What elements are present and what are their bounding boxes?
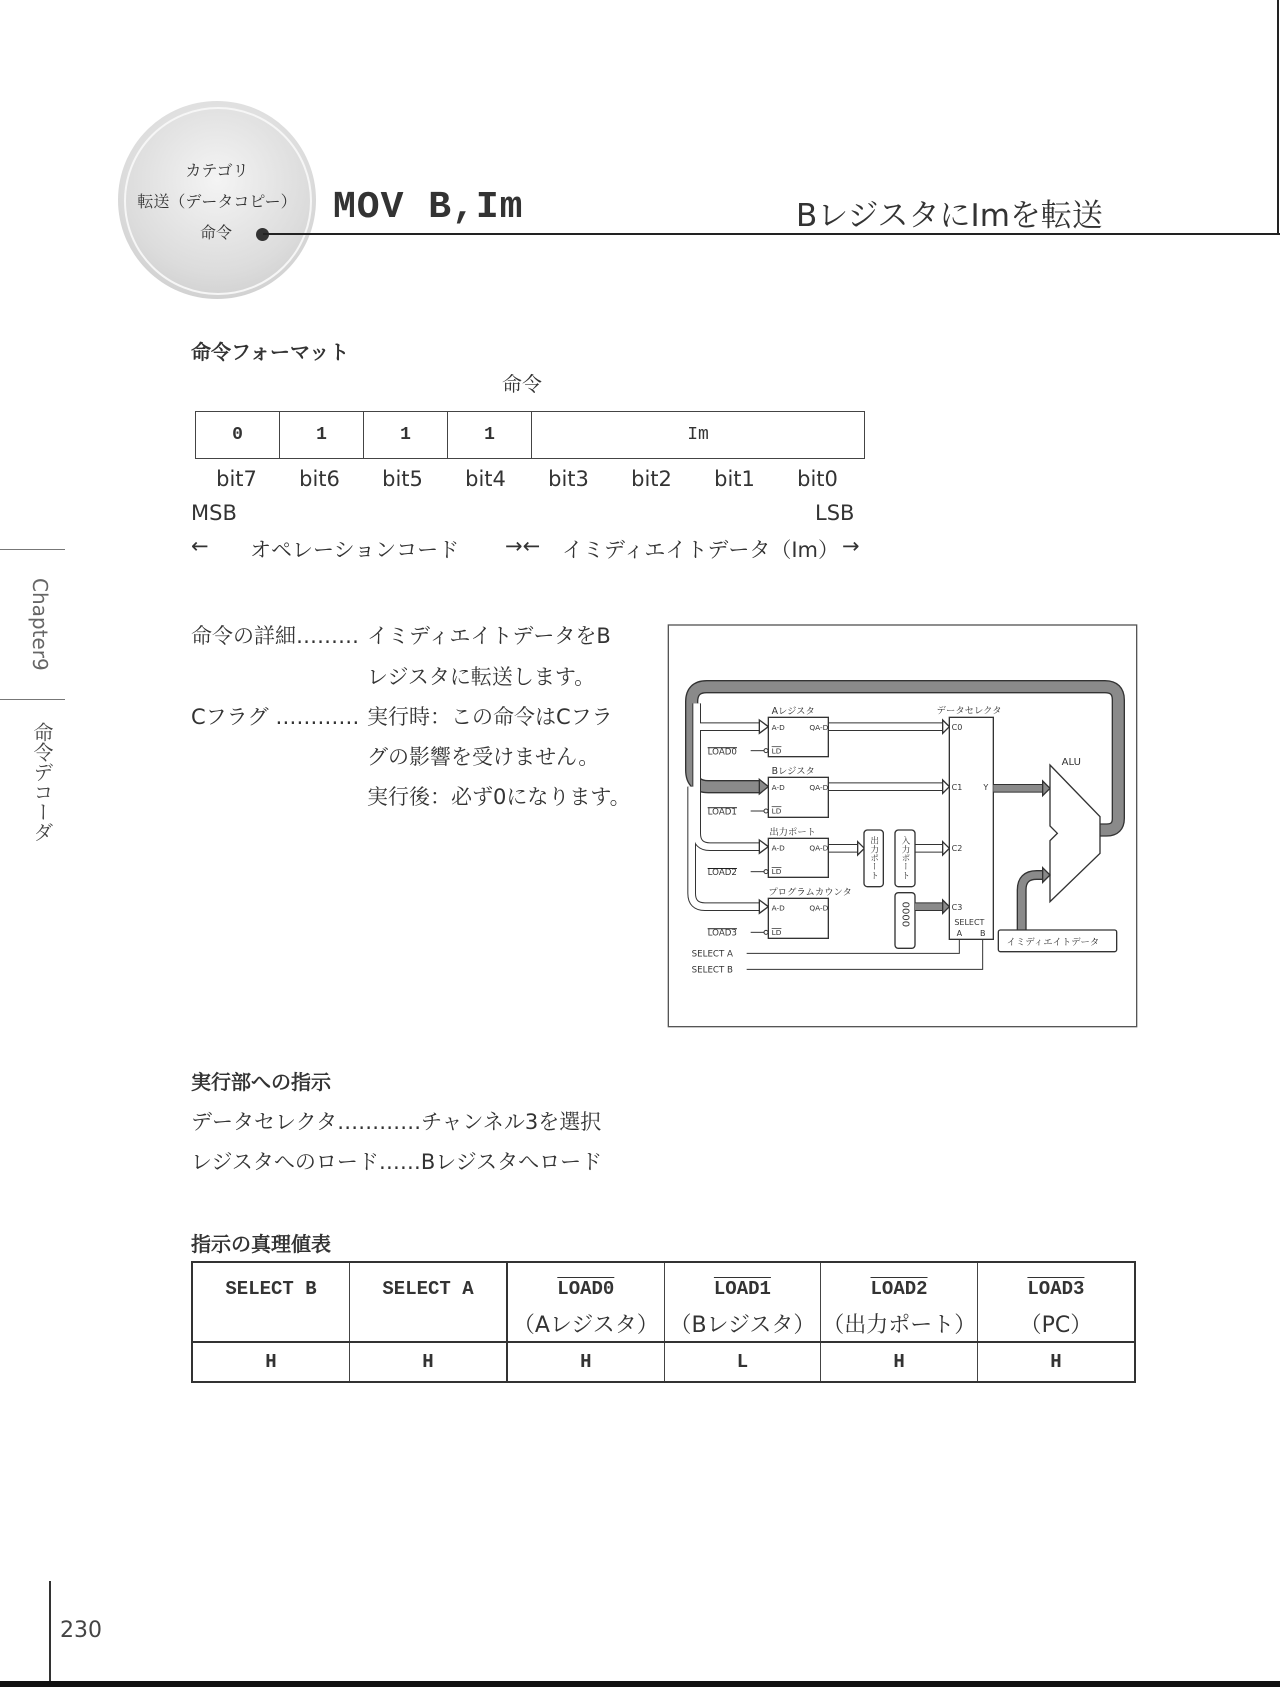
bit-labels [195, 467, 859, 491]
instruction-format-table [195, 411, 865, 459]
format-heading: 命令フォーマット [191, 340, 350, 364]
diagram-shape [764, 749, 768, 753]
value-cell: H [821, 1342, 978, 1382]
format-cell: 1 [364, 412, 448, 459]
category-type: 命令 [199, 223, 232, 242]
format-group-label: 命令 [502, 372, 542, 396]
msb-label: MSB [191, 501, 237, 525]
instruction-description: BレジスタにImを転送 [796, 198, 1103, 234]
diagram-label: QA-D [809, 903, 829, 913]
diagram-label: C2 [951, 844, 963, 853]
load2-label: LOAD2 [707, 868, 737, 878]
title-rule [263, 233, 1280, 235]
out-register-label: 出力ポート [769, 827, 816, 838]
page-number: 230 [60, 1618, 102, 1643]
diagram-label: Y [983, 783, 989, 792]
sidebar-rule [0, 549, 65, 550]
format-cell: 0 [196, 412, 280, 459]
arrow-mid: →← [505, 534, 541, 558]
column-header: SELECT A [350, 1262, 508, 1342]
diagram-label: LD [771, 806, 782, 816]
diagram-label: A-D [771, 723, 785, 732]
arrow-left: ← [191, 534, 209, 558]
sidebar-rule [0, 699, 65, 700]
opcode-label: オペレーションコード [250, 538, 460, 562]
diagram-shape [764, 930, 768, 934]
detail-label: 命令の詳細……… [191, 624, 359, 648]
diagram-label: A-D [771, 783, 785, 792]
column-header: LOAD3 （PC） [977, 1262, 1135, 1342]
truth-table-heading: 指示の真理値表 [191, 1232, 331, 1256]
diagram-label: C1 [951, 783, 963, 792]
section-label: 命令デコーダ [30, 722, 54, 842]
diagram-label: LD [771, 867, 782, 876]
select-a-label: SELECT A [691, 949, 733, 960]
diagram-label: A-D [771, 843, 785, 853]
cflag-text: グの影響を受けません。 [367, 745, 600, 769]
instruction-title: MOV B,Im [333, 186, 524, 229]
diagram-label: A-D [771, 903, 785, 913]
category-value: 転送（データコピー） [137, 192, 297, 211]
diagram-shape [764, 870, 768, 874]
arrow-right: → [842, 534, 860, 558]
value-cell: H [192, 1342, 350, 1382]
diagram-label: SELECT [954, 918, 985, 927]
page-number-rule [49, 1581, 51, 1681]
value-cell: L [664, 1342, 821, 1382]
lsb-label: LSB [815, 501, 855, 525]
category-label: カテゴリ [185, 161, 249, 180]
load1-label: LOAD1 [707, 807, 737, 818]
bit-label: bit6 [299, 467, 340, 491]
format-cell: 1 [280, 412, 364, 459]
alu-label: ALU [1061, 757, 1081, 768]
value-cell: H [350, 1342, 508, 1382]
diagram-label: LD [771, 746, 782, 756]
diagram-label: C3 [951, 903, 963, 912]
block-diagram [660, 620, 1140, 1030]
diagram-label: A [956, 929, 963, 938]
diagram-label: QA-D [809, 723, 829, 732]
column-header: LOAD0 （Aレジスタ） [507, 1262, 664, 1342]
immediate-label: イミディエイトデータ（Im） [562, 538, 839, 562]
bottom-edge [0, 1681, 1280, 1687]
column-header: LOAD2 （出力ポート） [821, 1262, 978, 1342]
truth-table [191, 1261, 1136, 1383]
data-selector-label: データセレクタ [936, 705, 1002, 717]
cflag-text: 実行後：必ず0になります。 [367, 785, 631, 809]
diagram-label: QA-D [809, 783, 829, 792]
diagram-shape [764, 809, 768, 813]
diagram-label: C0 [951, 723, 963, 732]
pc-label: プログラムカウンタ [768, 887, 852, 898]
bit-label: bit1 [714, 467, 755, 491]
table-row [192, 1342, 1135, 1382]
chapter-label: Chapter9 [28, 578, 52, 671]
diagram-label: LD [771, 928, 782, 937]
select-b-label: SELECT B [691, 965, 733, 976]
bit-label: bit5 [382, 467, 423, 491]
diagram-label: QA-D [809, 843, 829, 853]
detail-text: イミディエイトデータをB [367, 624, 611, 648]
a-register-label: Aレジスタ [771, 706, 815, 717]
cflag-label: Cフラグ ………… [191, 705, 360, 729]
execution-line: データセレクタ…………チャンネル3を選択 [191, 1110, 602, 1134]
load0-label: LOAD0 [707, 747, 737, 758]
format-cell: 1 [448, 412, 532, 459]
bit-label: bit4 [465, 467, 506, 491]
execution-line: レジスタへのロード……Bレジスタへロード [191, 1150, 603, 1174]
bit-label: bit0 [797, 467, 838, 491]
detail-text: レジスタに転送します。 [367, 665, 596, 689]
page-edge-rule [1277, 0, 1279, 235]
load3-label: LOAD3 [707, 928, 737, 939]
bit-label: bit3 [548, 467, 589, 491]
output-port-label: 出力ポート [868, 836, 879, 880]
bit-label: bit2 [631, 467, 672, 491]
execution-heading: 実行部への指示 [191, 1070, 331, 1094]
b-register-label: Bレジスタ [771, 766, 815, 777]
diagram-label: B [980, 929, 986, 938]
zero-constant-label: 0000 [899, 901, 911, 928]
input-port-label: 入力ポート [900, 836, 910, 880]
column-header: SELECT B [192, 1262, 350, 1342]
value-cell: H [977, 1342, 1135, 1382]
immediate-data-label: イミディエイトデータ [1006, 937, 1100, 948]
format-cell-im: Im [532, 412, 865, 459]
cflag-text: 実行時：この命令はCフラ [367, 705, 613, 729]
bit-label: bit7 [216, 467, 257, 491]
value-cell: H [507, 1342, 664, 1382]
column-header: LOAD1 （Bレジスタ） [664, 1262, 821, 1342]
